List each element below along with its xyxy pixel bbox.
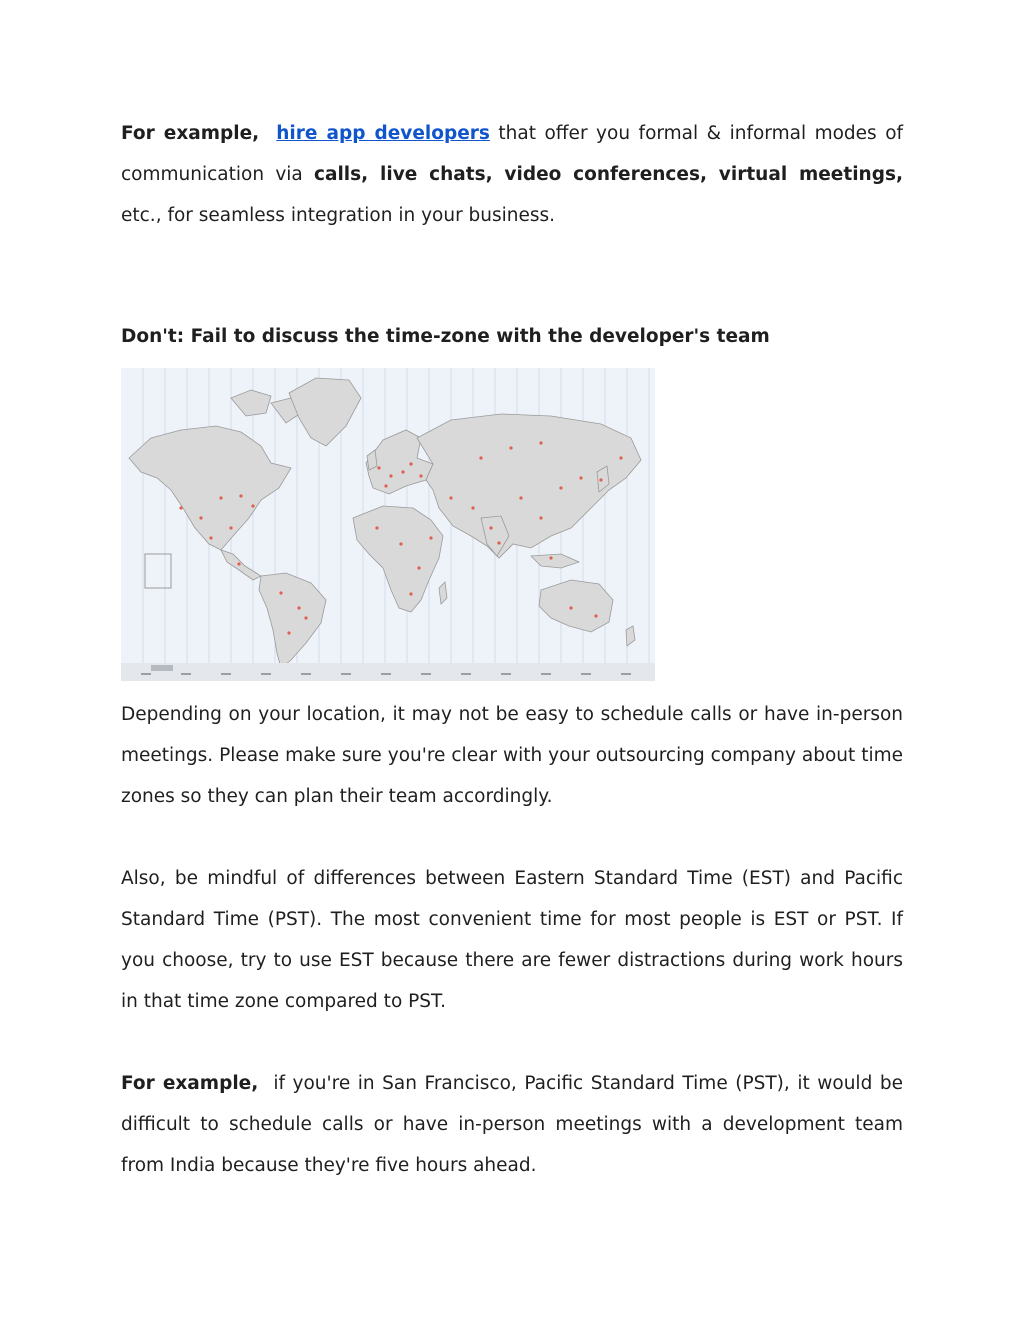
paragraph-text: etc., for seamless integration in your business. [121,205,556,226]
example-lead: For example, [121,123,260,144]
section-heading: Don't: Fail to discuss the time-zone with the developer's team [121,326,770,347]
world-time-zone-map-image [121,368,655,681]
paragraph-text: that offer you formal & informal modes of communication via [121,123,904,185]
example-lead: For example, [121,1073,259,1094]
paragraph-est-pst: Also, be mindful of differences between Eastern Standard Time (EST) and Pacific Standard Time (PST). The most convenient time for most people is EST or PST. If you choose, try to use EST because there are fewer distractions during work hours in that time zone compared to PST. [121,868,903,1012]
paragraph-san-francisco [121,1063,909,1186]
hire-app-developers-link[interactable]: hire app developers [276,123,490,144]
communication-modes: calls, live chats, video conferences, virtual meetings, [314,164,903,185]
paragraph-text: if you're in San Francisco, Pacific Standard Time (PST), it would be difficult to schedule calls or have in-person meetings with a development team from India because they're five hours ahead. [121,1073,909,1176]
paragraph-location: Depending on your location, it may not be easy to schedule calls or have in-person meetings. Please make sure you're clear with your outsourcing company about time zones so they can plan their team accordingly. [121,704,903,807]
world-map-icon [121,368,655,681]
paragraph-hire-developers [121,113,903,236]
